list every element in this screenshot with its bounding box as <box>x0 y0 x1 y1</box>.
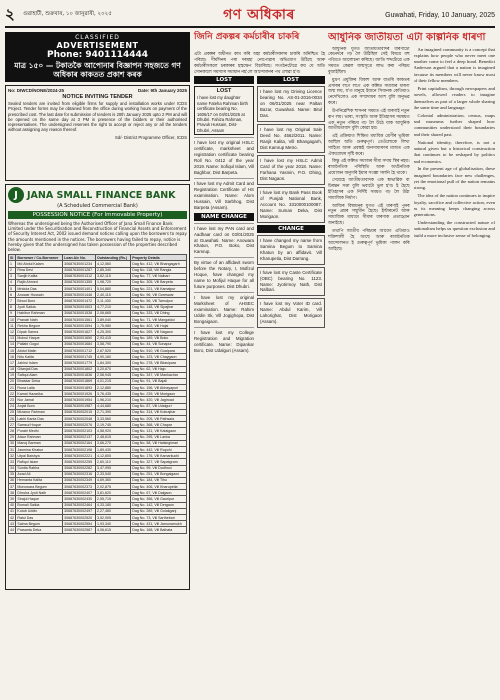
tender-notice <box>5 85 190 181</box>
story-paragraph: তথাপি জাতীয় পৰিচয়ৰ আবেগ এতিয়াও শক্তিশালী হৈ আছে আৰু ৰাজনৈতিক আন্দোলনত ই গুৰুত্বপূৰ্ণ ভূমিকা পালন কৰি আহিছে। <box>328 228 410 252</box>
table-cell: Dag No. 71, Vill Mangaldoi <box>131 317 187 323</box>
table-cell: 2,71,390 <box>96 409 131 415</box>
table-cell: 3,33,560 <box>96 416 131 422</box>
bank-name: JANA SMALL FINANCE BANK <box>27 189 176 201</box>
table-cell: Runa Laila <box>16 385 63 391</box>
table-cell: Nur Jamal <box>16 397 63 403</box>
table-cell: 4,06,615 <box>96 527 131 533</box>
table-cell: Dag No. 251, Vill Bongaigaon <box>131 471 187 477</box>
table-cell: Dag No. 44, Vill Sonapur <box>131 341 187 347</box>
table-cell: Sunita Rabha <box>16 465 63 471</box>
table-cell: Dag No. 221, Vill Kamalpur <box>131 286 187 292</box>
jobs-article <box>194 52 325 79</box>
table-cell: Dag No. 56, Vill Tamulpur <box>131 298 187 304</box>
table-cell: 4,90,160 <box>96 354 131 360</box>
table-cell: Dag No. 148, Vill Sipajhar <box>131 304 187 310</box>
table-cell: Binod Boro <box>16 298 63 304</box>
classified-label: CLASSIFIED <box>75 34 120 41</box>
notice-b-5: I have lost my original Marksheet of AHSEC examination. Name: Rahim Uddin Sk, Vill Jogighopa, Dist Bongaigaon. <box>194 292 254 325</box>
table-cell: Habibur Rahman <box>16 310 63 316</box>
table-cell: 39 <box>10 497 14 502</box>
table-cell: 2 <box>9 267 16 273</box>
table-cell: Moinul Haque <box>16 335 63 341</box>
table-cell: Dag No. 239, Vill Morigaon <box>131 391 187 397</box>
table-cell: Samsul Hoque <box>16 422 63 428</box>
table-cell: Dag No. 333, Vill Dhing <box>131 310 187 316</box>
table-cell: 30687630002255 <box>63 459 96 465</box>
table-cell: 16 <box>10 354 14 359</box>
table-cell: 37 <box>10 484 14 489</box>
table-cell: Dag No. 314, Vill Kokrajhar <box>131 409 187 415</box>
notice-b-3: I have lost my PAN card and Aadhaar card on 03/01/2025 at Guwahati. Name: Anowara Khatun, P.O. Boko, Dist Kamrup. <box>194 223 254 256</box>
table-header-cell: Property Details <box>131 255 187 261</box>
table-cell: Safiqul Alam <box>16 372 63 378</box>
table-cell: 30687630001836 <box>63 372 96 378</box>
story-paragraph: উপনিৱেশিক শাসনৰ সময়ত এই ধাৰণাই নতুন ৰূপ লয়। ভাষা, সংস্কৃতি আৰু ইতিহাসৰ সমন্বয়ত এক নতুন পৰিচয় গঢ় লৈ উঠে যাক আধুনিক জাতীয়তাবাদ বুলি কোৱা হয়। <box>328 108 410 132</box>
bank-subtitle: (A Scheduled Commercial Bank) <box>57 203 138 209</box>
notice-b-1: I have lost my original HSLC certificate, marksheet and registration certificate bearing Roll No. 0412 of the year 2019. Name: Sofiqul Islam, Vill Baghbor, Dist Barpeta. <box>194 137 254 176</box>
table-cell: Sirajul Haque <box>16 496 63 502</box>
table-cell: 30687630002407 <box>63 490 96 496</box>
property-table <box>8 254 187 533</box>
bank-notice-title: POSSESSION NOTICE (For Immovable Property) <box>8 211 187 219</box>
table-cell: Dag No. 91, Vill Bajali <box>131 378 187 384</box>
table-cell: 10 <box>10 317 14 322</box>
table-cell: 2,12,880 <box>96 385 131 391</box>
story-paragraph: An imagined community is a concept that explains how people who never meet one another come to feel a deep bond. Benedict Anderson argued that a nation is imagined because its members will never know most of their fellow members. <box>413 46 495 84</box>
table-cell: 23 <box>10 398 14 403</box>
masthead <box>5 4 495 28</box>
table-header-cell: Loan A/c No. <box>63 255 96 261</box>
table-cell: Dag No. 99, Vill Dudhnoi <box>131 465 187 471</box>
table-cell: Bhaskar Deka <box>16 378 63 384</box>
table-cell: 30687630002587 <box>63 527 96 533</box>
story-paragraph: Colonial administration, census, maps and museums further shaped how communities understood their boundaries and their shared past. <box>413 112 495 137</box>
table-cell: Dag No. 118, Vill Rangia <box>131 267 187 273</box>
table-cell: Dag No. 123, Vill Chaygaon <box>131 354 187 360</box>
table-cell: 30687630001684 <box>63 341 96 347</box>
lost-notice-box <box>194 86 254 135</box>
table-cell: 30687630002349 <box>63 477 96 483</box>
table-cell: Dag No. 356, Vill Gauripur <box>131 496 187 502</box>
table-cell: 30687630002497 <box>63 508 96 514</box>
table-cell: 11 <box>9 323 16 329</box>
table-cell: 30687630002520 <box>63 515 96 521</box>
notice-b-6: I have lost my College Registration and Migration certificate. Name: Dipankar Boro, Dist Udalguri (Assam). <box>194 327 254 354</box>
notice-c-2: I have lost my Original Sale Deed No. 4562/2011. Name: Ranjit Kalita, Vill Bhangagarh, Dist Kamrup Metro. <box>257 124 325 154</box>
table-cell: 20 <box>10 379 14 384</box>
classified-phone: Phone: 9401114444 <box>46 50 149 60</box>
table-cell: 30687630001287 <box>63 267 96 273</box>
newspaper-title: গণ অধিকাৰ <box>223 7 295 23</box>
column-feature <box>328 32 495 696</box>
table-cell: Dag No. 420, Vill Jagiroad <box>131 397 187 403</box>
tender-heading: NOTICE INVITING TENDER <box>62 94 133 100</box>
table-cell: 1,89,430 <box>96 446 131 452</box>
table-cell: Lakhi Kanta Das <box>16 416 63 422</box>
table-cell: 30687630001893 <box>63 385 96 391</box>
table-cell: 2,85,340 <box>96 267 131 273</box>
table-cell: 2,55,715 <box>96 496 131 502</box>
tender-signature: Sd/- District Programme Officer, ICDS <box>114 134 187 140</box>
feature-story <box>328 47 495 677</box>
table-cell: Dag No. 327, Vill Sapatgram <box>131 459 187 465</box>
table-cell: 31 <box>10 447 14 452</box>
classified-heading: ADVERTISEMENT <box>56 41 139 50</box>
table-cell: 29 <box>10 435 14 440</box>
table-cell: Pallabi Gogoi <box>16 341 63 347</box>
table-cell: Mizanur Rahman <box>16 409 63 415</box>
table-header-cell: Outstanding (Rs.) <box>96 255 131 261</box>
table-cell: Dhruba Jyoti Nath <box>16 490 63 496</box>
table-cell: Dag No. 67, Vill Dalgaon <box>131 490 187 496</box>
table-cell: Hemanta Kalita <box>16 477 63 483</box>
table-cell: 4,77,210 <box>96 304 131 310</box>
table-cell: Dag No. 77, Vill Nalbari <box>131 273 187 279</box>
table-cell: 1,93,340 <box>96 521 131 527</box>
notice-b-2: I have lost my Admit Card and Registration Certificate of HS examination. Name: Alom Hussain, Vill Sarbhog, Dist Barpeta (Assam). <box>194 178 254 211</box>
table-cell: 1,84,300 <box>96 360 131 366</box>
table-cell: Dag No. 131, Vill Kalaigaon <box>131 428 187 434</box>
table-cell: Pranab Nath <box>16 317 63 323</box>
table-cell: 2,60,110 <box>96 459 131 465</box>
table-cell: 4,58,920 <box>96 428 131 434</box>
table-cell: 21 <box>10 385 14 390</box>
name-change-header: NAME CHANGE <box>194 213 254 221</box>
table-cell: 2,58,945 <box>96 372 131 378</box>
date-english: Guwahati, Friday, 10 January, 2025 <box>385 11 495 19</box>
table-cell: Mridula Das <box>16 286 63 292</box>
table-cell: Jahirul Islam <box>16 360 63 366</box>
story-paragraph: মুদ্ৰণ প্ৰযুক্তিৰ বিকাশ আৰু বাতৰি কাকতৰ প্ৰসাৰৰ লগে লগে এক কল্পিত সমাজৰ ধাৰণা জন্ম লয়, য'ত মানুহে ইজনে সিজনক কেতিয়াও নেদেখিলেও এক সম্প্ৰদায়ৰ অংশ বুলি অনুভৱ কৰে। <box>328 77 410 107</box>
table-cell: Rekha Begum <box>16 323 63 329</box>
table-cell: Salma Begum <box>16 521 63 527</box>
table-cell: 30687630001355 <box>63 279 96 285</box>
table-cell: 35 <box>10 472 14 477</box>
classified-note: মাত্ৰ ১৫০ — টকাতকৈ আপোনাৰ বিজ্ঞাপন সহজতে গণ অধিকাৰ কাকতত প্ৰকাশ কৰক <box>14 61 181 79</box>
table-cell: 2,40,115 <box>96 292 131 298</box>
table-cell: Manoj Barman <box>16 440 63 446</box>
table-cell: Kutub Uddin <box>16 508 63 514</box>
jobs-headline: জিনি প্ৰকল্পৰ কৰ্মচাৰীৰ চাকৰি <box>194 32 300 42</box>
table-cell: 30687630002464 <box>63 502 96 508</box>
lost-box-title: LOST <box>216 88 232 94</box>
table-cell: 30687630001312 <box>63 273 96 279</box>
table-header-cell: Borrower / Co-Borrower <box>16 255 63 261</box>
notice-c-1: I have lost my Driving Licence bearing No. AS-01-2016-0034 on 06/01/2025 near Paltan Bazar, Guwahati. Name: Bitul Das. <box>257 86 325 122</box>
table-cell: Dag No. 265, Vill Nagaon <box>131 329 187 335</box>
date-assamese: গুৱাহাটী, শুক্ৰবাৰ, ১০ জানুৱাৰী, ২০২৫ <box>23 11 112 17</box>
table-cell: 3,52,905 <box>96 515 131 521</box>
table-cell: 3,47,995 <box>96 465 131 471</box>
table-cell: 12 <box>10 329 14 334</box>
table-cell: Dag No. 402, Vill Hojai <box>131 323 187 329</box>
table-cell: Sanjib Kalita <box>16 273 63 279</box>
table-cell: 6 <box>9 292 16 298</box>
table-cell: 30687630002316 <box>63 471 96 477</box>
table-cell: Dag No. 189, Vill Boko <box>131 335 187 341</box>
table-cell: 36 <box>10 478 14 483</box>
table-cell: 38 <box>10 490 14 495</box>
table-cell: Dag No. 510, Vill Goalpara <box>131 347 187 353</box>
table-cell: 30687630001561 <box>63 317 96 323</box>
table-cell: 2,02,875 <box>96 484 131 490</box>
table-cell: Dag No. 142, Vill Dergaon <box>131 502 187 508</box>
bank-intro: Whereas the undersigned being the Authorised Officer of Jana Small Finance Bank Limited under the Securitisation and Reconstruction of Financial Assets and Enforcement of Security Interest Act, 2002 issued demand notices calling upon the borrowers to repay the amounts mentioned in the notices. The borrowers having failed to repay, notice is hereby given that the undersigned has taken possession of the properties described below. <box>8 221 187 252</box>
table-cell: Gitanjali Das <box>16 366 63 372</box>
feature-headline: আধুনিক জাতীয়তা এটা কাল্পনিক ধাৰণা <box>328 32 486 43</box>
table-cell: 30687630002137 <box>63 434 96 440</box>
table-cell: 30687630001954 <box>63 397 96 403</box>
table-cell: Ratul Das <box>16 515 63 521</box>
table-cell: 25 <box>10 410 14 415</box>
table-cell: Dag No. 295, Vill Lanka <box>131 434 187 440</box>
story-paragraph: In the present age of globalisation, these imagined boundaries face new challenges, yet the emotional pull of the nation remains strong. <box>413 166 495 191</box>
table-cell: 30687630002015 <box>63 409 96 415</box>
notice-c-7: I have lost my Voter ID card. Name: Abdul Karim, Vill Lahorighat, Dist Morigaon (Assam). <box>257 298 325 328</box>
table-cell: 13 <box>10 336 14 341</box>
table-cell: 30687630002373 <box>63 484 96 490</box>
tender-body: Sealed tenders are invited from eligible firms for supply and installation works under ICDS Project. Tender forms may be obtained from the office during working hours on payment of the prescribed cost. The last date for submission of tenders is 20th January 2025 upto 2 PM and will be opened on the same day at 3 PM in presence of the bidders or their authorised representatives. The undersigned reserves the right to accept or reject any or all the tenders without assigning any reason thereof. <box>8 101 187 133</box>
table-cell: 30687630001234 <box>63 261 96 267</box>
tender-date: Date: 9th January 2025 <box>137 88 187 93</box>
tender-ref: No: DIWCD/NONE/2024-25 <box>8 88 65 93</box>
table-cell: 27 <box>10 422 14 427</box>
table-header-cell: Sl <box>9 255 16 261</box>
table-cell: 2,33,540 <box>96 471 131 477</box>
table-cell: Purabi Medhi <box>16 428 63 434</box>
table-cell: 4 <box>9 279 16 285</box>
table-cell: Nitu Kalita <box>16 354 63 360</box>
table-cell: 4,01,215 <box>96 378 131 384</box>
table-cell: Dag No. 278, Vill Bilasipara <box>131 360 187 366</box>
table-cell: 30687630001650 <box>63 335 96 341</box>
table-cell: Rajib Ahmed <box>16 279 63 285</box>
table-cell: Dag No. 305, Vill Barpeta <box>131 279 187 285</box>
table-cell: 2,19,745 <box>96 422 131 428</box>
table-cell: Dipak Sarma <box>16 329 63 335</box>
table-cell: 30687630002221 <box>63 453 96 459</box>
table-cell: Dag No. 184, Vill Tihu <box>131 477 187 483</box>
table-cell: 30687630002430 <box>63 496 96 502</box>
table-cell: 2,48,615 <box>96 434 131 440</box>
table-cell: 3,89,040 <box>96 317 131 323</box>
table-cell: Dag No. 412, Vill Bhangagarh <box>131 261 187 267</box>
table-cell: 44 <box>10 527 14 532</box>
table-cell: 30687630001869 <box>63 378 96 384</box>
notice-c-4: I have lost my Bank Pass Book of Punjab National Bank, Account No. 3310000100087. Name: Suman Deka, Dist Morigaon. <box>257 187 325 223</box>
story-paragraph: Print capitalism, through newspapers and novels, allowed readers to imagine themselves as part of a larger whole sharing the same time and language. <box>413 85 495 110</box>
notice-b-4: By virtue of an affidavit sworn before the Notary, I, Mofizul Hoque, have changed my name to Mofijul Haque for all future purposes. Dist Dhubri. <box>194 257 254 290</box>
table-cell: 30687630002048 <box>63 416 96 422</box>
story-column-english <box>414 47 496 677</box>
table-cell: 1,98,720 <box>96 279 131 285</box>
table-cell: 30687630002164 <box>63 440 96 446</box>
classified-ad-box <box>5 32 190 82</box>
table-cell: 30687630002076 <box>63 422 96 428</box>
story-paragraph: আজিৰ বিশ্বায়নৰ যুগত এই ধাৰণাই পুনৰ নতুন প্ৰশ্নৰ সন্মুখীন হৈছে। ইণ্টাৰনেট আৰু সামাজিক মাধ্যমে সীমাৰ ধাৰণাক প্ৰত্যাহ্বান জনাইছে। <box>328 203 410 227</box>
story-paragraph: এই প্ৰক্ৰিয়াত শিক্ষিত মধ্যবিত্ত শ্ৰেণীৰ ভূমিকা আছিল অতি গুৰুত্বপূৰ্ণ। তেওঁলোকে লিখা সাহিত্য আৰু প্ৰবন্ধই জনসাধাৰণৰ মাজত এক ঐক্যবোধৰ সৃষ্টি কৰে। <box>328 133 410 157</box>
table-cell: Dag No. 58, Vill Hatsingimari <box>131 440 187 446</box>
story-paragraph: কিন্তু এই কল্পিত সমাজৰ সীমা সদায় স্থিৰ নহয়। ৰাজনৈতিক পৰিস্থিতি আৰু অৰ্থনৈতিক প্ৰয়োজন অনুসৰি ইয়াৰ সংজ্ঞা সলনি হৈ থাকে। <box>328 159 410 176</box>
table-cell: 3,66,270 <box>96 440 131 446</box>
table-cell: 5,04,880 <box>96 286 131 292</box>
column-classifieds <box>5 32 190 696</box>
story-paragraph: Understanding the constructed nature of nationalism helps us question exclusion and build a more inclusive sense of belonging. <box>413 220 495 238</box>
table-cell: 1,96,210 <box>96 397 131 403</box>
table-cell: Dag No. 168, Vill Baihata <box>131 527 187 533</box>
table-cell: Dag No. 62, Vill Hajo <box>131 366 187 372</box>
change-header-c: CHANGE <box>257 225 325 233</box>
table-cell: 30687630001627 <box>63 329 96 335</box>
table-cell: Ataur Rahman <box>16 434 63 440</box>
bank-logo: J <box>8 187 24 203</box>
table-cell: Utpal Baishya <box>16 453 63 459</box>
bank-notice <box>5 184 190 590</box>
table-cell: 4,12,805 <box>96 453 131 459</box>
table-cell: Prasanta Deka <box>16 527 63 533</box>
table-cell: 3,58,790 <box>96 341 131 347</box>
table-cell: Abdul Matin <box>16 347 63 353</box>
table-cell: 8 <box>9 304 16 310</box>
table-cell: Azad Ali <box>16 471 63 477</box>
table-cell: Rafiqul Islam <box>16 459 63 465</box>
table-cell: 30687630002198 <box>63 446 96 452</box>
table-cell: 4,33,180 <box>96 502 131 508</box>
table-cell: 43 <box>10 521 14 526</box>
table-cell: 41 <box>10 509 14 514</box>
table-cell: 9 <box>9 310 16 316</box>
table-cell: 2,93,415 <box>96 335 131 341</box>
table-cell: Anjali Boro <box>16 403 63 409</box>
column-notices-c <box>257 74 325 696</box>
table-cell: Dag No. 431, Vill Jamunamukh <box>131 521 187 527</box>
table-cell: 5 <box>9 286 16 292</box>
story-paragraph: National identity, therefore, is not a natural given but a historical construction that continues to be reshaped by politics and economics. <box>413 139 495 164</box>
table-cell: 3,76,435 <box>96 391 131 397</box>
lost-header-c: LOST <box>257 76 325 84</box>
story-column-assamese <box>328 47 410 677</box>
table-cell: Dag No. 176, Vill Kamarkuchi <box>131 453 187 459</box>
column-notices-b <box>194 74 254 696</box>
jobs-text: এটা প্ৰকল্পৰ অধীনত কাম কৰি অহা কৰ্মচাৰীসকলৰ চাকৰি অনিশ্চিত হৈ পৰিছে। দীৰ্ঘদিনৰ পৰা দৰমহা নোপোৱাৰ অভিযোগ উঠিছে আৰু কৰ্মচাৰীসকলে চৰকাৰৰ হস্তক্ষেপ বিচাৰিছে। সংগঠনটোৱে কয় যে অতি সোনকালে সমস্যাৰ সমাধান নহ'লে আন্দোলনৰ পথ লোৱা হ'ব। <box>194 52 325 75</box>
table-cell: 30687630001987 <box>63 403 96 409</box>
table-cell: 3,62,115 <box>96 273 131 279</box>
table-cell: 30687630001745 <box>63 354 96 360</box>
table-cell: 4,69,360 <box>96 477 131 483</box>
story-paragraph: সেয়েহে জাতীয়তাবাদক এক স্বাভাৱিক বা চিৰন্তন সত্তা বুলি ভবাটো ভুল হ'ব। ই হৈছে ইতিহাসৰ এক নিৰ্দিষ্ট সময়ত গঢ় লৈ উঠা সামাজিক নিৰ্মাণ। <box>328 178 410 202</box>
table-cell: Dag No. 406, Vill Kharupetia <box>131 484 187 490</box>
table-cell: 4,25,300 <box>96 329 131 335</box>
page-number: ২ <box>5 4 15 23</box>
table-cell: 2,67,520 <box>96 347 131 353</box>
table-cell: 30687630001802 <box>63 366 96 372</box>
table-cell: 32 <box>10 453 14 458</box>
table-cell: Bornali Saikia <box>16 502 63 508</box>
notice-c-3: I have lost my HSLC Admit Card of the year 2018. Name: Farhana Yasmin, P.O. Dhing, Dist Nagaon. <box>257 155 325 185</box>
table-cell: Monowara Begum <box>16 484 63 490</box>
page-columns <box>5 32 495 696</box>
table-cell: 4,44,680 <box>96 403 131 409</box>
table-cell: 22 <box>10 391 14 396</box>
table-cell: Anowar Hussain <box>16 292 63 298</box>
table-cell: Dag No. 368, Vill Chapar <box>131 422 187 428</box>
story-paragraph: আধুনিক যুগত জাতীয়তাবাদৰ ধাৰণাটো কেনেদৰে গঢ় লৈ উঠিছিল সেই বিষয়ে বহু পণ্ডিতে আলোচনা কৰিছে। জাতি শব্দটোৱে এক সময়ত কেৱল জন্মসূত্ৰে লাভ কৰা পৰিচয় বুজাইছিল। <box>328 46 410 76</box>
table-cell: Rina Devi <box>16 267 63 273</box>
table-cell: 4,12,560 <box>96 261 131 267</box>
tender-ref-line <box>8 88 187 93</box>
table-cell: 30687630001503 <box>63 304 96 310</box>
table-cell: 1,75,980 <box>96 323 131 329</box>
table-cell: 30687630001779 <box>63 360 96 366</box>
table-cell: 30687630001712 <box>63 347 96 353</box>
table-cell: 28 <box>10 428 14 433</box>
table-cell: 30687630002103 <box>63 428 96 434</box>
table-cell: 30687630002282 <box>63 465 96 471</box>
table-cell: Md Abdul Kalam <box>16 261 63 267</box>
table-cell: 26 <box>10 416 14 421</box>
table-cell: 30687630001594 <box>63 323 96 329</box>
table-cell: 30687630001472 <box>63 298 96 304</box>
bank-header <box>8 187 187 203</box>
table-cell: 18 <box>10 367 14 372</box>
table-row <box>9 527 187 533</box>
table-cell: 2,06,665 <box>96 310 131 316</box>
table-cell: 14 <box>10 342 14 347</box>
table-cell: Dag No. 442, Vill Rupohi <box>131 446 187 452</box>
table-cell: Jyoti Saikia <box>16 304 63 310</box>
table-cell: 24 <box>10 404 14 409</box>
table-cell: Dag No. 205, Vill Pathsala <box>131 416 187 422</box>
table-cell: 33 <box>10 459 14 464</box>
table-cell: 15 <box>10 348 14 353</box>
table-cell: 30 <box>10 441 14 446</box>
table-cell: 34 <box>10 466 14 471</box>
table-cell: Dag No. 289, Vill Golakganj <box>131 508 187 514</box>
table-cell: 30687630001926 <box>63 391 96 397</box>
lost-box-text: I have lost my daughter name Fateha Rahman birth certificate bearing No. 1606/17 on 04/01/2025 at Dhubri. Fahiza Rahman, Pravuk Hussain, Dist- Dhubri, Assam <box>197 95 248 133</box>
lost-header: LOST <box>194 76 254 84</box>
notice-c-6: I have lost my Caste Certificate (OBC) bearing No. 1123. Name: Jyotirmoy Nath, Dist Nalbari. <box>257 267 325 297</box>
table-cell: 42 <box>10 515 14 520</box>
table-body <box>9 261 187 533</box>
table-cell: 1 <box>9 261 16 267</box>
table-cell: 40 <box>10 503 14 508</box>
table-cell: Jasmina Khatun <box>16 446 63 452</box>
table-cell: Kamal Hazarika <box>16 391 63 397</box>
table-cell: 3 <box>9 273 16 279</box>
table-cell: 3,81,620 <box>96 490 131 496</box>
table-cell: Dag No. 96, Vill Goreswar <box>131 292 187 298</box>
table-cell: Dag No. 347, Vill Mankachar <box>131 372 187 378</box>
table-cell: 30687630002554 <box>63 521 96 527</box>
table-cell: Dag No. 73, Vill Sarthebari <box>131 515 187 521</box>
table-cell: 30687630001401 <box>63 286 96 292</box>
table-cell: 19 <box>10 373 14 378</box>
story-paragraph: The idea of the nation continues to inspire loyalty, sacrifice and collective action, even as its meaning keeps changing across generations. <box>413 193 495 218</box>
table-cell: 2,27,460 <box>96 508 131 514</box>
table-cell: 3,20,670 <box>96 366 131 372</box>
notice-c-5: I have changed my name from Samina Begum to Samina Khatun by an affidavit. Vill Kharupetia, Dist Darrang. <box>257 235 325 265</box>
table-cell: 30687630001446 <box>63 292 96 298</box>
table-cell: 7 <box>9 298 16 304</box>
table-cell: 30687630001538 <box>63 310 96 316</box>
table-cell: 17 <box>10 360 14 365</box>
table-cell: Dag No. 156, Vill Abhayapuri <box>131 385 187 391</box>
table-cell: Dag No. 87, Vill Udalguri <box>131 403 187 409</box>
table-cell: 3,11,430 <box>96 298 131 304</box>
